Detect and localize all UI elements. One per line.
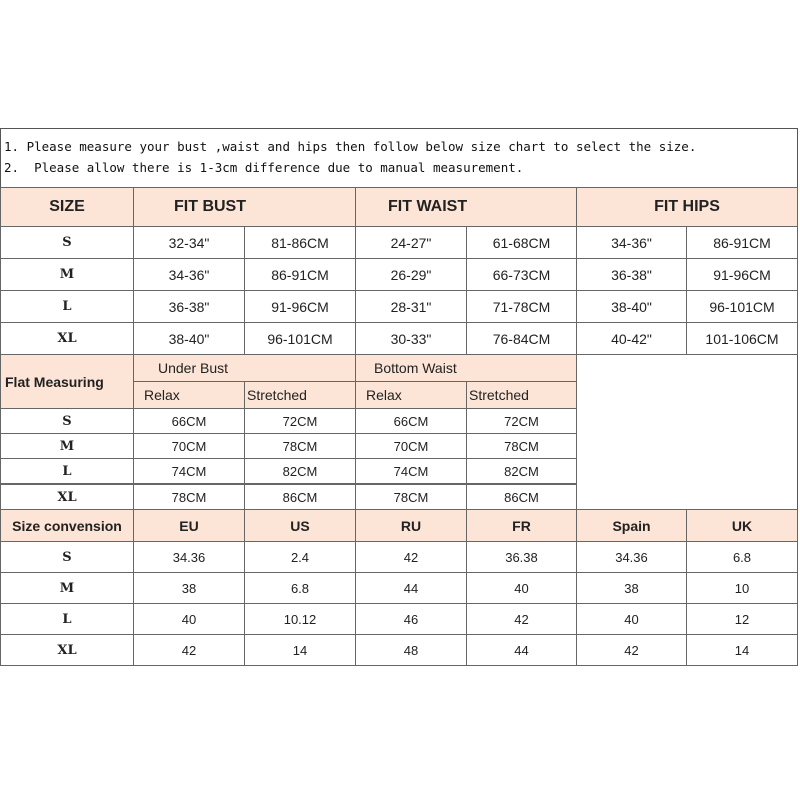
conversion-value-cell: 14	[686, 634, 798, 666]
conversion-value-cell: 34.36	[576, 541, 687, 573]
conversion-value-cell: 40	[466, 572, 577, 604]
fit-cell-hips_cm: 96-101CM	[686, 290, 798, 323]
flat-value-cell: 66CM	[133, 408, 245, 434]
instructions	[4, 136, 794, 178]
under-bust-label: Under Bust	[133, 354, 356, 382]
conversion-value-cell: 2.4	[244, 541, 356, 573]
size-label: S	[0, 408, 134, 434]
size-label: S	[0, 541, 134, 573]
header-fit-hips: FIT HIPS	[576, 187, 798, 227]
fit-cell-bust_cm: 91-96CM	[244, 290, 356, 323]
flat-sub-stretched-2: Stretched	[466, 381, 577, 409]
fit-cell-bust_cm: 86-91CM	[244, 258, 356, 291]
size-label: M	[0, 433, 134, 459]
conversion-value-cell: 38	[576, 572, 687, 604]
flat-value-cell: 82CM	[244, 458, 356, 484]
fit-cell-bust_in: 38-40"	[133, 322, 245, 355]
fit-cell-hips_in: 34-36"	[576, 226, 687, 259]
fit-cell-bust_cm: 96-101CM	[244, 322, 356, 355]
fit-cell-waist_cm: 71-78CM	[466, 290, 577, 323]
conversion-value-cell: 10.12	[244, 603, 356, 635]
conversion-value-cell: 46	[355, 603, 467, 635]
flat-value-cell: 78CM	[355, 484, 467, 510]
size-label: M	[0, 572, 134, 604]
conversion-value-cell: 48	[355, 634, 467, 666]
fit-cell-waist_cm: 66-73CM	[466, 258, 577, 291]
note-2: 2. Please allow there is 1-3cm difference due to manual measurement.	[4, 160, 524, 175]
conversion-value-cell: 42	[576, 634, 687, 666]
conversion-value-cell: 14	[244, 634, 356, 666]
flat-value-cell: 86CM	[466, 484, 577, 510]
size-label: XL	[0, 634, 134, 666]
fit-cell-hips_in: 36-38"	[576, 258, 687, 291]
conversion-value-cell: 42	[133, 634, 245, 666]
conversion-value-cell: 6.8	[686, 541, 798, 573]
flat-value-cell: 78CM	[133, 484, 245, 510]
size-conversion-title: Size convension	[0, 509, 134, 542]
size-label: L	[0, 458, 134, 484]
fit-cell-hips_cm: 101-106CM	[686, 322, 798, 355]
conversion-value-cell: 40	[576, 603, 687, 635]
flat-value-cell: 74CM	[355, 458, 467, 484]
flat-sub-stretched-1: Stretched	[244, 381, 356, 409]
flat-value-cell: 72CM	[244, 408, 356, 434]
fit-cell-bust_in: 36-38"	[133, 290, 245, 323]
size-label: L	[0, 290, 134, 323]
conversion-value-cell: 12	[686, 603, 798, 635]
header-fit-bust: FIT BUST	[133, 187, 356, 227]
fit-cell-waist_cm: 76-84CM	[466, 322, 577, 355]
conversion-header-ru: RU	[355, 509, 467, 542]
fit-cell-waist_in: 26-29"	[355, 258, 467, 291]
conversion-header-eu: EU	[133, 509, 245, 542]
fit-cell-bust_cm: 81-86CM	[244, 226, 356, 259]
conversion-value-cell: 38	[133, 572, 245, 604]
fit-cell-hips_cm: 86-91CM	[686, 226, 798, 259]
size-label: XL	[0, 322, 134, 355]
size-label: M	[0, 258, 134, 291]
conversion-header-uk: UK	[686, 509, 798, 542]
flat-value-cell: 66CM	[355, 408, 467, 434]
flat-value-cell: 78CM	[244, 433, 356, 459]
size-label: S	[0, 226, 134, 259]
flat-value-cell: 72CM	[466, 408, 577, 434]
flat-value-cell: 74CM	[133, 458, 245, 484]
fit-cell-hips_in: 40-42"	[576, 322, 687, 355]
fit-cell-bust_in: 32-34"	[133, 226, 245, 259]
conversion-value-cell: 44	[466, 634, 577, 666]
header-fit-waist: FIT WAIST	[355, 187, 577, 227]
flat-value-cell: 82CM	[466, 458, 577, 484]
conversion-header-spain: Spain	[576, 509, 687, 542]
flat-value-cell: 70CM	[133, 433, 245, 459]
conversion-value-cell: 42	[355, 541, 467, 573]
fit-cell-waist_in: 30-33"	[355, 322, 467, 355]
fit-cell-waist_in: 28-31"	[355, 290, 467, 323]
conversion-value-cell: 6.8	[244, 572, 356, 604]
size-label: L	[0, 603, 134, 635]
conversion-value-cell: 34.36	[133, 541, 245, 573]
flat-sub-relax-1: Relax	[133, 381, 245, 409]
conversion-value-cell: 44	[355, 572, 467, 604]
conversion-value-cell: 42	[466, 603, 577, 635]
conversion-value-cell: 10	[686, 572, 798, 604]
fit-cell-hips_cm: 91-96CM	[686, 258, 798, 291]
conversion-value-cell: 40	[133, 603, 245, 635]
flat-sub-relax-2: Relax	[355, 381, 467, 409]
note-1: 1. Please measure your bust ,waist and hips then follow below size chart to select the size.	[4, 139, 697, 154]
fit-cell-hips_in: 38-40"	[576, 290, 687, 323]
conversion-header-us: US	[244, 509, 356, 542]
header-size: SIZE	[0, 187, 134, 227]
flat-measuring-title: Flat Measuring	[0, 354, 134, 409]
flat-value-cell: 86CM	[244, 484, 356, 510]
conversion-header-fr: FR	[466, 509, 577, 542]
flat-value-cell: 70CM	[355, 433, 467, 459]
fit-cell-bust_in: 34-36"	[133, 258, 245, 291]
fit-cell-waist_cm: 61-68CM	[466, 226, 577, 259]
size-label: XL	[0, 484, 134, 510]
bottom-waist-label: Bottom Waist	[355, 354, 577, 382]
conversion-value-cell: 36.38	[466, 541, 577, 573]
flat-value-cell: 78CM	[466, 433, 577, 459]
fit-cell-waist_in: 24-27"	[355, 226, 467, 259]
